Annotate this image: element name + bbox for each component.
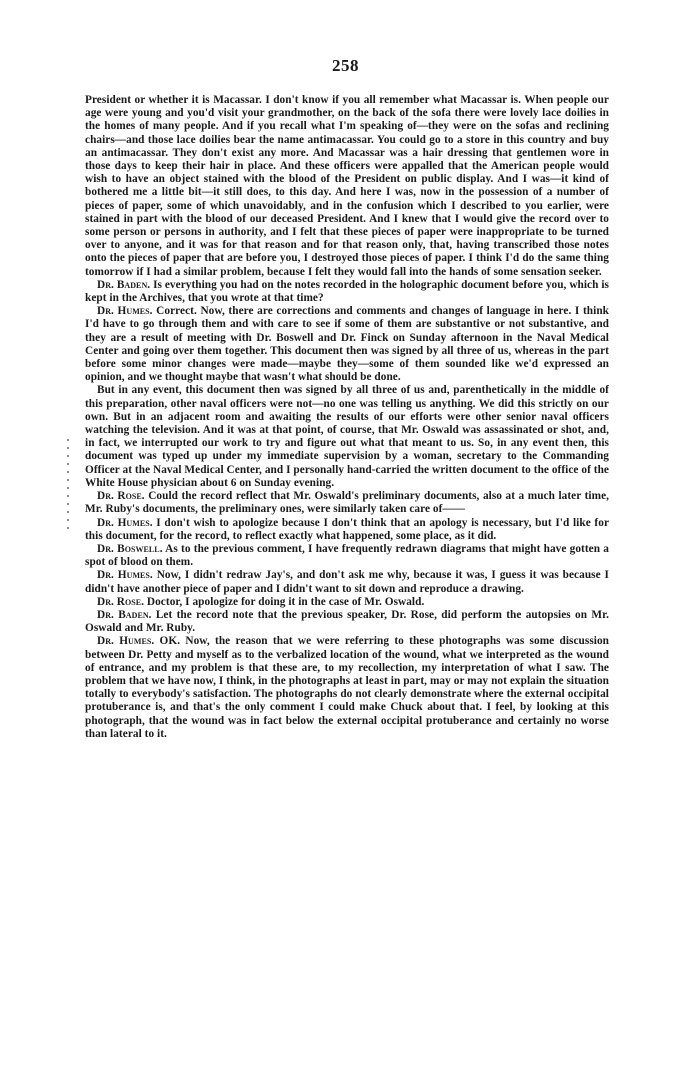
margin-marker xyxy=(66,436,70,532)
paragraph-text: As to the previous comment, I have frequently redrawn diagrams that might have gotten a spot of blood on them. xyxy=(85,542,609,569)
speaker-label: Dr. Rose. xyxy=(97,490,145,503)
speaker-label: Dr. Humes. xyxy=(97,635,155,648)
paragraph-text: Could the record reflect that Mr. Oswald's preliminary documents, also at a much later time, Mr. Ruby's documents, the preliminary ones, were similarly taken care of—— xyxy=(85,490,610,516)
speaker-label: Dr. Humes. xyxy=(97,569,153,582)
paragraph xyxy=(85,543,609,569)
paragraph-text: President or whether it is Macassar. I don't know if you all remember what Macassar is. When people our age were young and you'd visit your grandmother, on the back of the sofa there were lovely lace doilies in the homes of many people. And if you recall what I'm speaking of—they were on the sofas and reclining chairs—and those lace doilies bear the name antimacassar. You could go to a store in this country and buy an antimacassar. They don't exist any more. And Macassar was a hair dressing that gentlemen wore in those days to keep their hair in place. And these officers were appalled that the American people would wish to have an object stained with the blood of the President on public display. And I was—it kind of bothered me a little bit—it still does, to this day. And here I was, now in the possession of a number of pieces of paper, some of which unavoidably, and in the confusion which I described to you earlier, were stained in part with the blood of our deceased President. And I knew that I would give the record over to some person or persons in authority, and I felt that these pieces of paper were inappropriate to be turned over to anyone, and it was for that reason and for that reason only, that, having transcribed those notes onto the pieces of paper that are before you, I destroyed those pieces of paper. I think I'd do the same thing tomorrow if I had a similar problem, because I felt they would fall into the hands of some sensation seeker. xyxy=(85,94,609,278)
speaker-label: Dr. Humes. xyxy=(97,305,153,318)
paragraph xyxy=(85,490,609,516)
paragraph xyxy=(85,517,609,543)
paragraph-text: I don't wish to apologize because I don't think that an apology is necessary, but I'd like for this document, for the record, to reflect exactly what happened, some place, as it did. xyxy=(85,516,610,542)
speaker-label: Dr. Boswell. xyxy=(97,542,163,555)
paragraph xyxy=(85,635,609,741)
paragraph-text: OK. Now, the reason that we were referring to these photographs was some discussion between Dr. Petty and myself as to the verbalized location of the wound, what we interpreted as the wound of entrance, and my problem is that these are, to my recollection, my interpretation of what I saw. The problem that we have now, I think, in the photographs at least in part, may or may not explain the situation totally to everybody's satisfaction. The photographs do not clearly demonstrate where the external occipital protuberance is, and that's the only comment I could make Chuck about that. I feel, by looking at this photograph, that the wound was in fact below the external occipital protuberance and certainly no worse than lateral to it. xyxy=(85,635,609,740)
paragraph xyxy=(85,305,609,384)
paragraph-text: Doctor, I apologize for doing it in the case of Mr. Oswald. xyxy=(144,595,425,608)
page-number: 258 xyxy=(332,56,359,75)
speaker-label: Dr. Rose. xyxy=(97,595,145,608)
paragraph xyxy=(85,384,609,490)
paragraph xyxy=(85,609,609,635)
speaker-label: Dr. Humes. xyxy=(97,516,153,529)
paragraph-text: Let the record note that the previous speaker, Dr. Rose, did perform the autopsies on Mr. Oswald and Mr. Ruby. xyxy=(85,608,609,635)
paragraph-text: Now, I didn't redraw Jay's, and don't ask me why, because it was, I guess it was because I didn't have another piece of paper and I didn't want to sit down and reproduce a drawing. xyxy=(85,569,609,595)
paragraph xyxy=(85,569,609,595)
paragraph xyxy=(85,94,609,279)
paragraph-text: Correct. Now, there are corrections and comments and changes of language in here. I think I'd have to go through them and with care to see if some of them are substantive or not substantive, and they are a result of meeting with Dr. Boswell and Dr. Finck on Sunday afternoon in the Naval Medical Center and going over them together. This document then was signed by all three of us, whereas in the part before some minor changes were made—maybe they—some of them sounded like we'd expressed an opinion, and we thought maybe that wasn't what should be done. xyxy=(85,305,609,384)
paragraph-text: Is everything you had on the notes recorded in the holographic document before you, which is kept in the Archives, that you wrote at that time? xyxy=(85,278,609,305)
paragraph-text: But in any event, this document then was signed by all three of us and, parenthetically in the middle of this preparation, other naval officers were not—no one was telling us anything. We did this strictly on our own. But in an adjacent room and awaiting the results of our efforts were other senior naval officers watching the television. And it was at that point, of course, that Mr. Oswald was assassinated or shot, and, in fact, we interrupted our work to try and figure out what that meant to us. So, in any event then, this document was typed up under my immediate supervision by a woman, secretary to the Commanding Officer at the Naval Medical Center, and I personally hand-carried the written document to the office of the White House physician about 6 on Sunday evening. xyxy=(85,384,609,489)
speaker-label: Dr. Baden. xyxy=(97,608,152,621)
paragraph xyxy=(85,279,609,305)
paragraph xyxy=(85,596,609,609)
speaker-label: Dr. Baden. xyxy=(97,278,151,291)
transcript-body xyxy=(85,94,609,741)
